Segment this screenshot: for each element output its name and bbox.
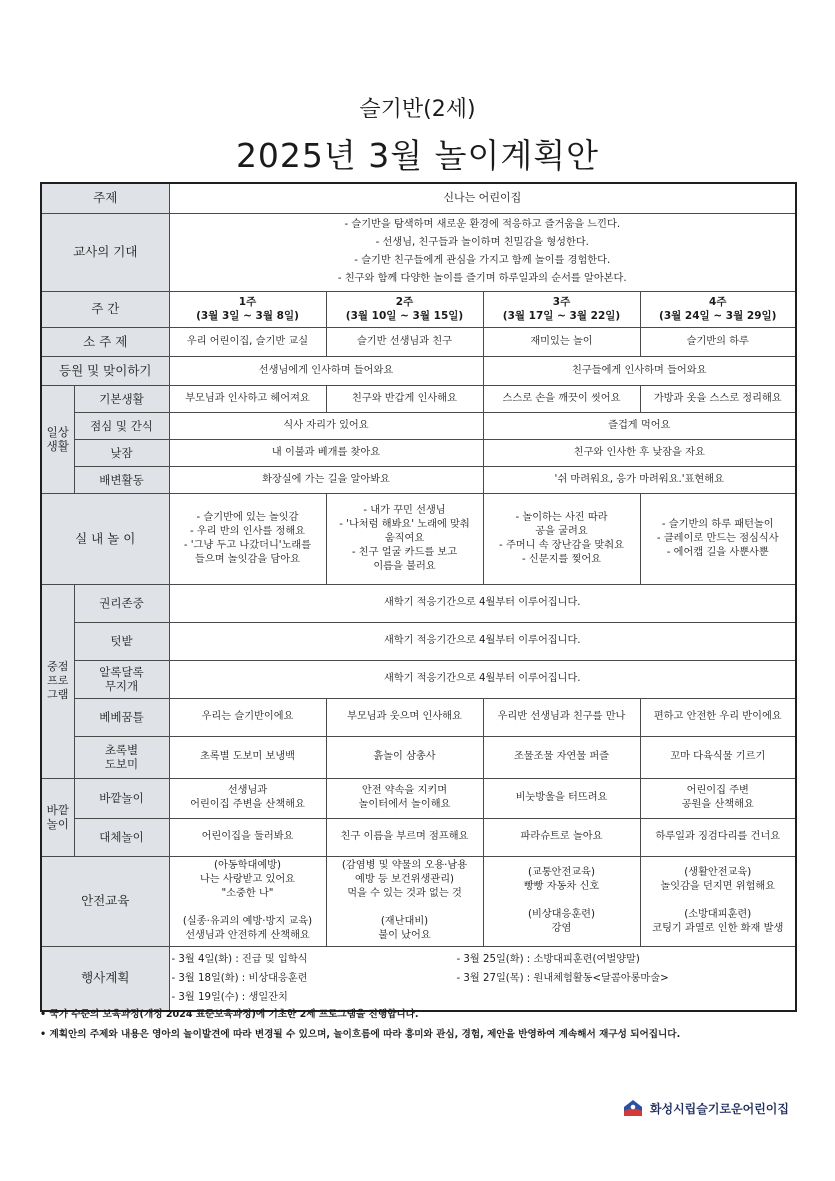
meal-cell: 즐겁게 먹어요 <box>483 412 796 439</box>
safety-cell: (교통안전교육) 빵빵 자동차 신호 (비상대응훈련) 강염 <box>483 856 640 946</box>
bebe-cell: 편하고 안전한 우리 반이에요 <box>640 698 796 736</box>
subtopic-cell: 재미있는 놀이 <box>483 327 640 356</box>
green-cell: 초록별 도보미 보냉백 <box>169 736 326 778</box>
outdoor-cell: 어린이집 주변 공원을 산책해요 <box>640 778 796 818</box>
row-teacher-expect <box>41 213 796 291</box>
label-rights: 권리존중 <box>74 584 169 622</box>
class-name: 슬기반(2세) <box>359 97 476 122</box>
row-safety <box>41 856 796 946</box>
row-diversity <box>41 660 796 698</box>
label-toilet: 배변활동 <box>74 466 169 493</box>
week-4: 4주 (3월 24일 ~ 3월 29일) <box>640 291 796 327</box>
safety-cell: (아동학대예방) 나는 사랑받고 있어요 "소중한 나" (실종·유괴의 예방·방지 교육) 선생님과 안전하게 산책해요 <box>169 856 326 946</box>
alternative-cell: 파라슈트로 놀아요 <box>483 818 640 856</box>
subtopic-cell: 우리 어린이집, 슬기반 교실 <box>169 327 326 356</box>
row-green <box>41 736 796 778</box>
label-outdoor: 바깥놀이 <box>74 778 169 818</box>
row-rights <box>41 584 796 622</box>
bebe-cell: 우리는 슬기반이에요 <box>169 698 326 736</box>
page-title: 2025년 3월 놀이계획안 <box>235 136 600 175</box>
event-item: - 3월 19일(수) : 생일잔치 <box>171 991 288 1003</box>
label-arrival: 등원 및 맞이하기 <box>41 356 169 385</box>
row-events <box>41 946 796 1011</box>
outdoor-cell: 비눗방울을 터뜨려요 <box>483 778 640 818</box>
logo-text: 화성시립슬기로운어린이집 <box>649 1101 789 1116</box>
indoor-cell: - 슬기반에 있는 놀잇감 - 우리 반의 인사를 정해요 - '그냥 두고 나갔더니'노래를 들으며 놀잇감을 담아요 <box>169 493 326 584</box>
label-meal: 점심 및 간식 <box>74 412 169 439</box>
daycare-logo <box>622 1098 789 1118</box>
expectation-item: - 선생님, 친구들과 놀이하며 친밀감을 형성한다. <box>375 237 589 248</box>
label-safety: 안전교육 <box>41 856 169 946</box>
label-daily: 일상 생활 <box>41 385 74 493</box>
basic-life-cell: 부모님과 인사하고 헤어져요 <box>169 385 326 412</box>
outdoor-cell: 선생님과 어린이집 주변을 산책해요 <box>169 778 326 818</box>
safety-cell: (생활안전교육) 놀잇감을 던지면 위험해요 (소방대피훈련) 코팅기 과열로 인한 화재 발생 <box>640 856 796 946</box>
green-cell: 조물조물 자연물 퍼즐 <box>483 736 640 778</box>
program-notice: 새학기 적응기간으로 4월부터 이루어집니다. <box>169 660 796 698</box>
row-bebe <box>41 698 796 736</box>
label-focus-program: 중점 프로그램 <box>41 584 74 778</box>
program-notice: 새학기 적응기간으로 4월부터 이루어집니다. <box>169 584 796 622</box>
basic-life-cell: 스스로 손을 깨끗이 씻어요 <box>483 385 640 412</box>
event-item: - 3월 18일(화) : 비상대응훈련 <box>171 972 308 984</box>
row-toilet <box>41 466 796 493</box>
safety-cell: (감염병 및 약물의 오용·남용 예방 등 보건위생관리) 먹을 수 있는 것과 없는 것 (재난대비) 불이 났어요 <box>326 856 483 946</box>
label-bebe: 베베꿈틀 <box>74 698 169 736</box>
basic-life-cell: 친구와 반갑게 인사해요 <box>326 385 483 412</box>
indoor-cell: - 놀이하는 사진 따라 공을 굴려요 - 주머니 속 장난감을 맞춰요 - 신문지를 찢어요 <box>483 493 640 584</box>
label-nap: 낮잠 <box>74 439 169 466</box>
label-diversity: 알록달록 무지개 <box>74 660 169 698</box>
label-weeks: 주 간 <box>41 291 169 327</box>
bebe-cell: 부모님과 웃으며 인사해요 <box>326 698 483 736</box>
subtopic-cell: 슬기반 선생님과 친구 <box>326 327 483 356</box>
theme-value: 신나는 어린이집 <box>169 183 796 213</box>
row-arrival <box>41 356 796 385</box>
row-meal <box>41 412 796 439</box>
toilet-cell: 화장실에 가는 길을 알아봐요 <box>169 466 483 493</box>
label-teacher-expect: 교사의 기대 <box>41 213 169 291</box>
expectation-item: - 친구와 함께 다양한 놀이를 즐기며 하루일과의 순서를 알아본다. <box>337 273 627 284</box>
label-alternative: 대체놀이 <box>74 818 169 856</box>
event-item: - 3월 25일(화) : 소방대피훈련(여벌양말) <box>456 953 640 965</box>
arrival-cell: 친구들에게 인사하며 들어와요 <box>483 356 796 385</box>
meal-cell: 식사 자리가 있어요 <box>169 412 483 439</box>
expectation-item: - 슬기반을 탐색하며 새로운 환경에 적응하고 즐거움을 느낀다. <box>344 219 621 230</box>
week-3: 3주 (3월 17일 ~ 3월 22일) <box>483 291 640 327</box>
basic-life-cell: 가방과 옷을 스스로 정리해요 <box>640 385 796 412</box>
event-item: - 3월 4일(화) : 진급 및 입학식 <box>171 953 308 965</box>
events-cell <box>169 946 796 1011</box>
program-notice: 새학기 적응기간으로 4월부터 이루어집니다. <box>169 622 796 660</box>
footnote: • 국가 수준의 보육과정(개정 2024 표준보육과정)에 기초한 2세 프로그램을 진행합니다. <box>40 1009 419 1020</box>
alternative-cell: 하루일과 징검다리를 건너요 <box>640 818 796 856</box>
expectation-item: - 슬기반 친구들에게 관심을 가지고 함께 놀이를 경험한다. <box>354 255 611 266</box>
row-outdoor <box>41 778 796 818</box>
nap-cell: 내 이불과 베개를 찾아요 <box>169 439 483 466</box>
row-weeks <box>41 291 796 327</box>
label-green: 초록별 도보미 <box>74 736 169 778</box>
indoor-cell: - 내가 꾸민 선생님 - '나처럼 해봐요' 노래에 맞춰 움직여요 - 친구 얼굴 카드를 보고 이름을 불러요 <box>326 493 483 584</box>
label-garden: 텃밭 <box>74 622 169 660</box>
indoor-cell: - 슬기반의 하루 패턴놀이 - 클레이로 만드는 점심식사 - 에어캡 길을 사뿐사뿐 <box>640 493 796 584</box>
nap-cell: 친구와 인사한 후 낮잠을 자요 <box>483 439 796 466</box>
label-outside: 바깥 놀이 <box>41 778 74 856</box>
subtopic-cell: 슬기반의 하루 <box>640 327 796 356</box>
toilet-cell: '쉬 마려워요, 응가 마려워요.'표현해요 <box>483 466 796 493</box>
label-basic-life: 기본생활 <box>74 385 169 412</box>
label-theme: 주제 <box>41 183 169 213</box>
green-cell: 흙놀이 삼총사 <box>326 736 483 778</box>
alternative-cell: 친구 이름을 부르며 점프해요 <box>326 818 483 856</box>
label-indoor: 실 내 놀 이 <box>41 493 169 584</box>
event-item: - 3월 27일(목) : 원내체험활동<달콤아롱마술> <box>456 972 669 984</box>
row-garden <box>41 622 796 660</box>
outdoor-cell: 안전 약속을 지키며 놀이터에서 놀이해요 <box>326 778 483 818</box>
week-1: 1주 (3월 3일 ~ 3월 8일) <box>169 291 326 327</box>
footnotes <box>40 1005 800 1045</box>
row-alternative <box>41 818 796 856</box>
label-events: 행사계획 <box>41 946 169 1011</box>
row-nap <box>41 439 796 466</box>
bebe-cell: 우리반 선생님과 친구를 만나 <box>483 698 640 736</box>
green-cell: 꼬마 다육식물 기르기 <box>640 736 796 778</box>
alternative-cell: 어린이집을 둘러봐요 <box>169 818 326 856</box>
row-indoor <box>41 493 796 584</box>
arrival-cell: 선생님에게 인사하며 들어와요 <box>169 356 483 385</box>
row-subtopic <box>41 327 796 356</box>
footnote: • 계획안의 주제와 내용은 영아의 놀이발견에 따라 변경될 수 있으며, 놀이흐름에 따라 흥미와 관심, 경험, 제안을 반영하여 계속해서 재구성 되어집니다. <box>40 1029 681 1040</box>
plan-table <box>40 182 797 1012</box>
row-basic-life <box>41 385 796 412</box>
row-theme <box>41 183 796 213</box>
week-2: 2주 (3월 10일 ~ 3월 15일) <box>326 291 483 327</box>
label-subtopic: 소 주 제 <box>41 327 169 356</box>
daycare-emblem-icon <box>622 1098 644 1118</box>
teacher-expectations <box>169 213 796 291</box>
